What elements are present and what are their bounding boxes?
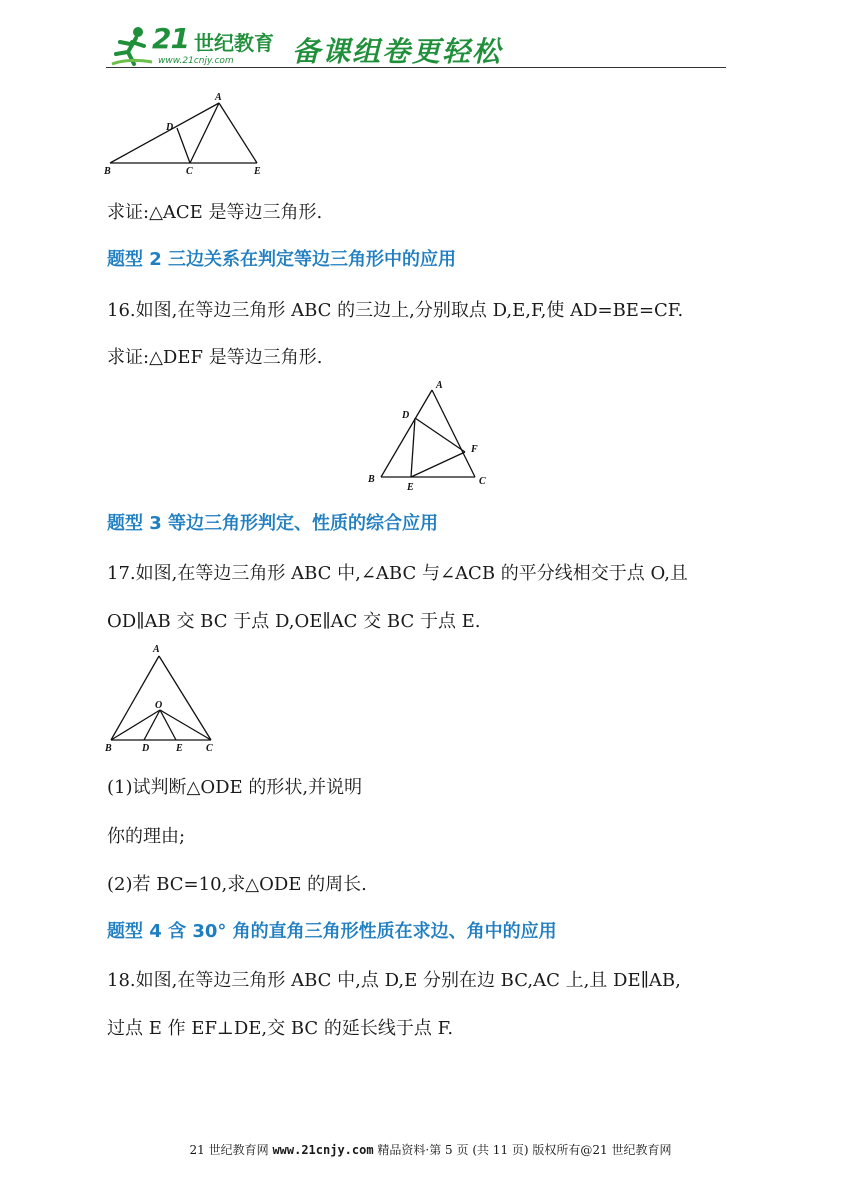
section-heading-2: 题型 2 三边关系在判定等边三角形中的应用 [107,249,457,270]
q16-line1: 16.如图,在等边三角形 ABC 的三边上,分别取点 D,E,F,使 AD=BE=CF. [107,300,684,321]
fig2-label-e: E [407,482,414,493]
q18-line1: 18.如图,在等边三角形 ABC 中,点 D,E 分别在边 BC,AC 上,且 DE∥AB, [107,970,681,991]
footer-page-info: 精品资料·第 5 页 (共 11 页) 版权所有@21 世纪教育网 [377,1143,672,1157]
q17-part1-line1: (1)试判断△ODE 的形状,并说明 [107,777,363,798]
runner-logo-icon [108,24,154,68]
q17-line2: OD∥AB 交 BC 于点 D,OE∥AC 交 BC 于点 E. [107,611,481,632]
fig1-label-c: C [186,166,193,177]
figure-triangle-def [362,376,497,494]
header-divider [106,67,726,68]
q16-line2: 求证:△DEF 是等边三角形. [107,347,323,368]
fig1-label-a: A [215,92,222,103]
fig1-label-e: E [254,166,261,177]
fig3-label-b: B [105,743,112,754]
fig3-label-o: O [155,700,163,711]
logo-number: 21 [152,22,189,55]
fig2-label-b: B [368,474,375,485]
q18-line2: 过点 E 作 EF⊥DE,交 BC 的延长线于点 F. [107,1018,454,1039]
fig3-label-e: E [176,743,183,754]
q15-prove: 求证:△ACE 是等边三角形. [107,202,323,223]
q17-line1: 17.如图,在等边三角形 ABC 中,∠ABC 与∠ACB 的平分线相交于点 O,且 [107,563,688,584]
q17-part2: (2)若 BC=10,求△ODE 的周长. [107,874,367,895]
fig3-label-d: D [142,743,150,754]
header-slogan: 备课组卷更轻松 [292,35,503,68]
footer-site: 21 世纪教育网 [189,1143,269,1157]
section-heading-4: 题型 4 含 30° 角的直角三角形性质在求边、角中的应用 [107,921,557,942]
fig3-label-a: A [153,644,160,655]
figure-triangle-ace [100,90,275,180]
fig1-label-b: B [104,166,111,177]
fig2-label-d: D [402,410,410,421]
logo-url[interactable]: www.21cnjy.com [158,56,234,66]
fig1-label-d: D [166,122,174,133]
logo-text: 世纪教育 [194,31,274,55]
page-footer [0,1141,861,1158]
fig2-label-c: C [479,476,486,487]
fig2-label-f: F [471,444,478,455]
section-heading-3: 题型 3 等边三角形判定、性质的综合应用 [107,513,439,534]
q17-part1-line2: 你的理由; [107,826,186,847]
fig2-label-a: A [436,380,443,391]
figure-triangle-ode [100,640,225,758]
fig3-label-c: C [206,743,213,754]
footer-url[interactable]: www.21cnjy.com [272,1143,374,1157]
